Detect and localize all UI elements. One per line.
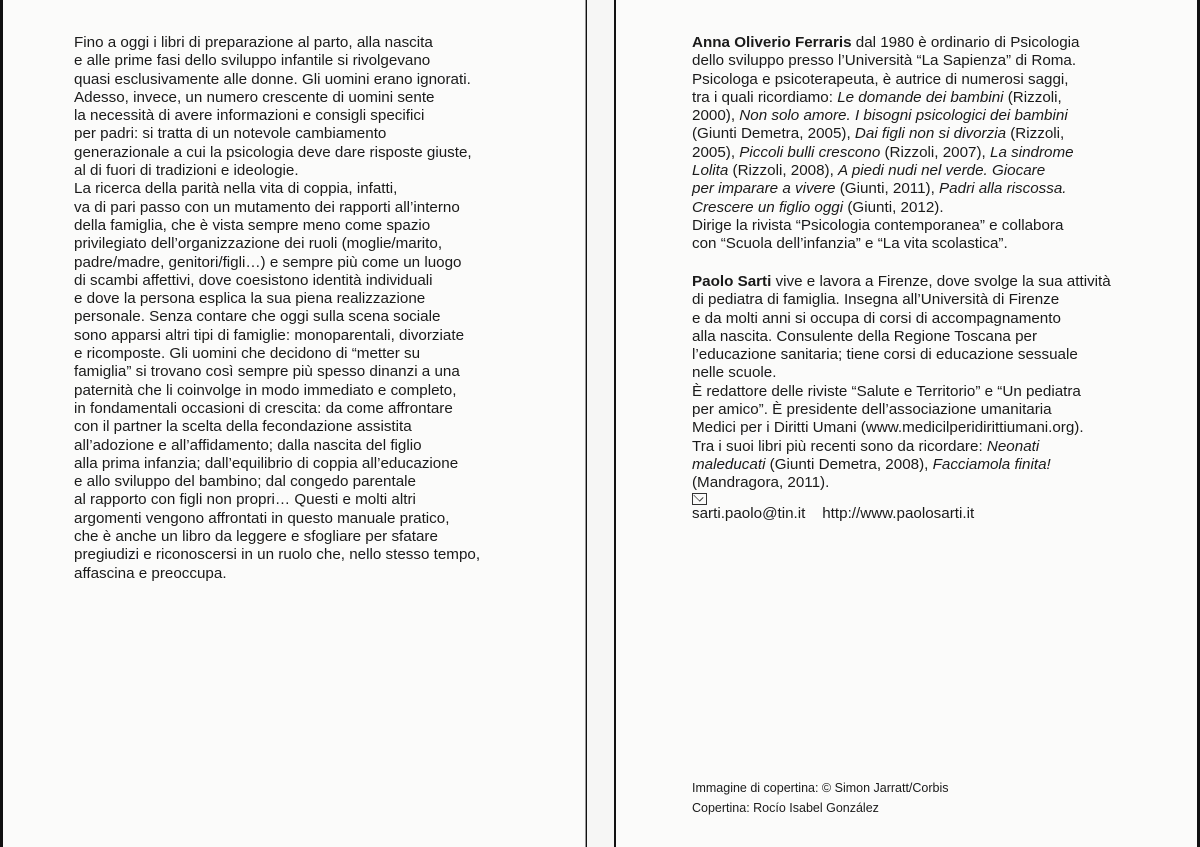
blurb-line: in fondamentali occasioni di crescita: da come affrontare bbox=[74, 399, 453, 417]
blurb-line: al di fuori di tradizioni e ideologie. bbox=[74, 162, 299, 180]
bio-text: dal 1980 è ordinario di Psicologia bbox=[851, 34, 1080, 51]
blurb-line: argomenti vengono affrontati in questo manuale pratico, bbox=[74, 509, 450, 527]
book-title: La sindrome bbox=[990, 143, 1074, 161]
book-title: Non solo amore. I bisogni psicologici dei bambini bbox=[739, 107, 1068, 125]
blurb-line: alla prima infanzia; dall’equilibrio di coppia all’educazione bbox=[74, 454, 459, 472]
blurb-line: che è anche un libro da leggere e sfogliare per sfatare bbox=[74, 528, 438, 546]
blurb-line: e dove la persona esplica la sua piena realizzazione bbox=[74, 290, 426, 308]
book-gutter bbox=[587, 0, 614, 847]
email-icon bbox=[692, 493, 707, 505]
blurb-line: generazionale a cui la psicologia deve dare risposte giuste, bbox=[74, 143, 472, 161]
bio-line: Psicologa e psicoterapeuta, è autrice di numerosi saggi, bbox=[692, 70, 1069, 88]
book-title: Padri alla riscossa. bbox=[939, 180, 1067, 198]
email-link[interactable]: sarti.paolo@tin.it bbox=[692, 504, 806, 522]
blurb-line: personale. Senza contare che oggi sulla scena sociale bbox=[74, 308, 441, 326]
bio-line: per amico”. È presidente dell’associazione umanitaria bbox=[692, 401, 1052, 419]
bio-text: (Giunti Demetra, 2005), bbox=[692, 125, 855, 143]
bio-text: (Giunti Demetra, 2008), bbox=[765, 455, 933, 473]
bio-line: alla nascita. Consulente della Regione Toscana per bbox=[692, 327, 1038, 345]
blurb-line: per padri: si tratta di un notevole cambiamento bbox=[74, 125, 387, 143]
bio-line: e da molti anni si occupa di corsi di accompagnamento bbox=[692, 309, 1061, 327]
bio-line: Dirige la rivista “Psicologia contemporanea” e collabora bbox=[692, 216, 1064, 234]
blurb-line: padre/madre, genitori/figli…) e sempre più come un luogo bbox=[74, 253, 462, 271]
author-name: Anna Oliverio Ferraris bbox=[692, 34, 852, 51]
blurb-line: e ricomposte. Gli uomini che decidono di “metter su bbox=[74, 345, 421, 363]
blurb-line: Fino a oggi i libri di preparazione al parto, alla nascita bbox=[74, 34, 433, 51]
bio-line: Medici per i Diritti Umani (www.medicilperidirittiumani.org). bbox=[692, 419, 1084, 437]
book-title: per imparare a vivere bbox=[692, 180, 836, 198]
bio-text: vive e lavora a Firenze, dove svolge la sua attività bbox=[771, 273, 1111, 290]
author-name: Paolo Sarti bbox=[692, 273, 772, 290]
blurb-line: quasi esclusivamente alle donne. Gli uomini erano ignorati. bbox=[74, 70, 471, 88]
blurb-line: al rapporto con figli non propri… Questi e molti altri bbox=[74, 491, 416, 509]
bio-line: dello sviluppo presso l’Università “La Sapienza” di Roma. bbox=[692, 52, 1077, 70]
book-title: Neonati bbox=[986, 437, 1040, 455]
blurb-line: pregiudizi e riconoscersi in un ruolo che, nello stesso tempo, bbox=[74, 546, 481, 564]
author-bio-sarti bbox=[692, 273, 1162, 523]
blurb-line: affascina e preoccupa. bbox=[74, 564, 227, 582]
blurb-line: Adesso, invece, un numero crescente di uomini sente bbox=[74, 88, 435, 106]
bio-text: tra i quali ricordiamo: bbox=[692, 88, 838, 106]
book-title: maleducati bbox=[692, 455, 766, 473]
bio-text: 2000), bbox=[692, 107, 740, 125]
contact-line bbox=[692, 493, 1162, 523]
bio-text: (Giunti, 2011), bbox=[835, 180, 940, 198]
blurb-line: e alle prime fasi dello sviluppo infantile si rivolgevano bbox=[74, 52, 431, 70]
bio-text: (Rizzoli, bbox=[1006, 125, 1065, 143]
bio-text: 2005), bbox=[692, 143, 740, 161]
blurb-text bbox=[74, 34, 554, 583]
bio-line: di pediatra di famiglia. Insegna all’Università di Firenze bbox=[692, 291, 1060, 309]
bio-line: nelle scuole. bbox=[692, 364, 777, 382]
blurb-line: privilegiato dell’organizzazione dei ruoli (moglie/marito, bbox=[74, 235, 443, 253]
bio-text: (Rizzoli, bbox=[1003, 88, 1062, 106]
blurb-line: di scambi affettivi, dove coesistono identità individuali bbox=[74, 271, 433, 289]
blurb-line: paternità che li coinvolge in modo immediato e completo, bbox=[74, 381, 457, 399]
blurb-line: sono apparsi altri tipi di famiglie: monoparentali, divorziate bbox=[74, 326, 465, 344]
bio-text: (Giunti, 2012). bbox=[843, 198, 944, 216]
cover-credits bbox=[692, 778, 949, 818]
book-title: Le domande dei bambini bbox=[837, 88, 1004, 106]
blurb-line: va di pari passo con un mutamento dei rapporti all’interno bbox=[74, 198, 460, 216]
book-title: Lolita bbox=[692, 162, 729, 180]
website-link[interactable]: http://www.paolosarti.it bbox=[822, 504, 975, 522]
bio-line: È redattore delle riviste “Salute e Territorio” e “Un pediatra bbox=[692, 382, 1081, 400]
book-title: Facciamola finita! bbox=[932, 455, 1051, 473]
blurb-line: e allo sviluppo del bambino; dal congedo parentale bbox=[74, 473, 416, 491]
bio-text: (Rizzoli, 2008), bbox=[728, 162, 839, 180]
right-page bbox=[616, 0, 1197, 847]
bio-line: l’educazione sanitaria; tiene corsi di educazione sessuale bbox=[692, 346, 1078, 364]
book-title: A piedi nudi nel verde. Giocare bbox=[838, 162, 1046, 180]
bio-line: (Mandragora, 2011). bbox=[692, 474, 830, 492]
book-title: Piccoli bulli crescono bbox=[739, 143, 881, 161]
cover-image-credit: Immagine di copertina: © Simon Jarratt/Corbis bbox=[692, 781, 949, 795]
book-title: Crescere un figlio oggi bbox=[692, 198, 844, 216]
blurb-line: all’adozione e all’affidamento; dalla nascita del figlio bbox=[74, 436, 422, 454]
book-title: Dai figli non si divorzia bbox=[854, 125, 1007, 143]
blurb-line: famiglia” si trovano così sempre più spesso dinanzi a una bbox=[74, 363, 460, 381]
bio-text: (Rizzoli, 2007), bbox=[880, 143, 990, 161]
blurb-line: con il partner la scelta della fecondazione assistita bbox=[74, 418, 412, 436]
blurb-line: La ricerca della parità nella vita di coppia, infatti, bbox=[74, 180, 398, 198]
left-page bbox=[3, 0, 586, 847]
blurb-line: della famiglia, che è vista sempre meno come spazio bbox=[74, 216, 431, 234]
author-bio-ferraris bbox=[692, 34, 1162, 254]
bio-text: Tra i suoi libri più recenti sono da ricordare: bbox=[692, 437, 987, 455]
blurb-line: la necessità di avere informazioni e consigli specifici bbox=[74, 107, 425, 125]
cover-design-credit: Copertina: Rocío Isabel González bbox=[692, 801, 879, 815]
bio-line: con “Scuola dell’infanzia” e “La vita scolastica”. bbox=[692, 235, 1008, 253]
